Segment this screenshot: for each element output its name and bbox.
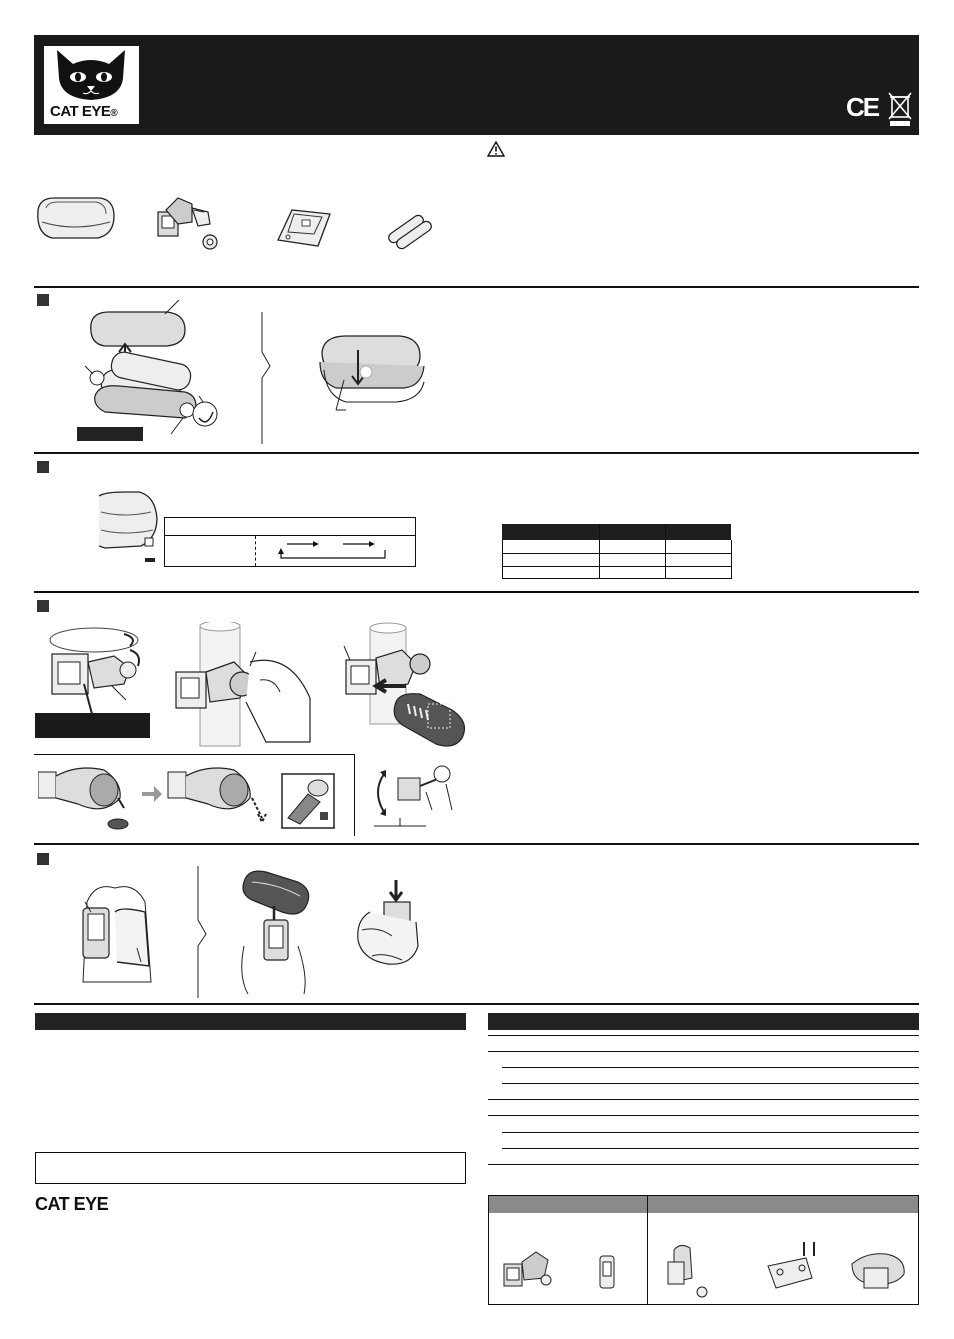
clip-release-illustration [348,876,428,976]
spec-row-rule [488,1115,919,1116]
battery-illustration [387,213,434,250]
logo-box [44,46,139,124]
bracket-illustration [158,198,217,249]
spec-table-header [502,524,731,540]
section-divider [34,591,919,593]
header-banner [34,35,919,135]
spec-row-rule [488,1164,919,1165]
step-separator [192,866,208,998]
spec-table [502,524,731,579]
parts-illustration-row [34,190,464,260]
monitor-slide-in-illustration [340,622,470,752]
strap-detail-illustration [38,758,348,838]
spec-row-rule [488,1099,919,1100]
step-separator [256,312,272,444]
mode-table-header [165,518,415,536]
weee-bin-icon [888,91,912,127]
bracket-mount-illustration-2 [170,622,320,752]
left-heading-bar [35,1013,466,1030]
spec-row-rule [488,1051,919,1052]
section-marker [37,294,49,306]
black-label-box [35,713,150,738]
right-heading-bar [488,1013,919,1030]
logo-wordmark: CAT EYE® [50,103,118,120]
notice-box [35,1152,466,1184]
detail-frame [34,754,355,755]
mode-button-illustration [95,488,165,568]
cover-close-illustration [316,326,436,426]
monitor-unit-illustration [38,198,114,238]
section-divider [34,286,919,288]
mode-cycle-arrows [271,536,411,566]
section-marker [37,853,49,865]
section-divider [34,452,919,454]
section-marker [37,600,49,612]
mode-table-divider [255,536,256,566]
spec-row-rule [502,1067,919,1068]
spec-row-rule [488,1035,919,1036]
clip-holder-wear-illustration [75,882,165,992]
spec-row-rule [502,1148,919,1149]
cat-head-icon [51,48,131,102]
footer-wordmark: CAT EYE [35,1194,109,1214]
clip-holder-illustration [278,210,330,246]
angle-adjust-illustration [370,762,460,832]
ce-mark-icon: CE [846,92,879,122]
section-divider [34,1003,919,1005]
battery-install-illustration [75,300,225,450]
optional-accessories-illustration [656,1238,916,1302]
warning-icon [487,141,505,157]
spec-row-rule [502,1132,919,1133]
section-divider [34,843,919,845]
mode-table [164,517,416,567]
monitor-attach-clip-illustration [238,866,318,996]
standard-accessories-illustration [496,1240,646,1300]
accessories-header-right [648,1196,918,1213]
spec-row-rule [502,1083,919,1084]
section-marker [37,461,49,473]
accessories-header-left [489,1196,647,1213]
